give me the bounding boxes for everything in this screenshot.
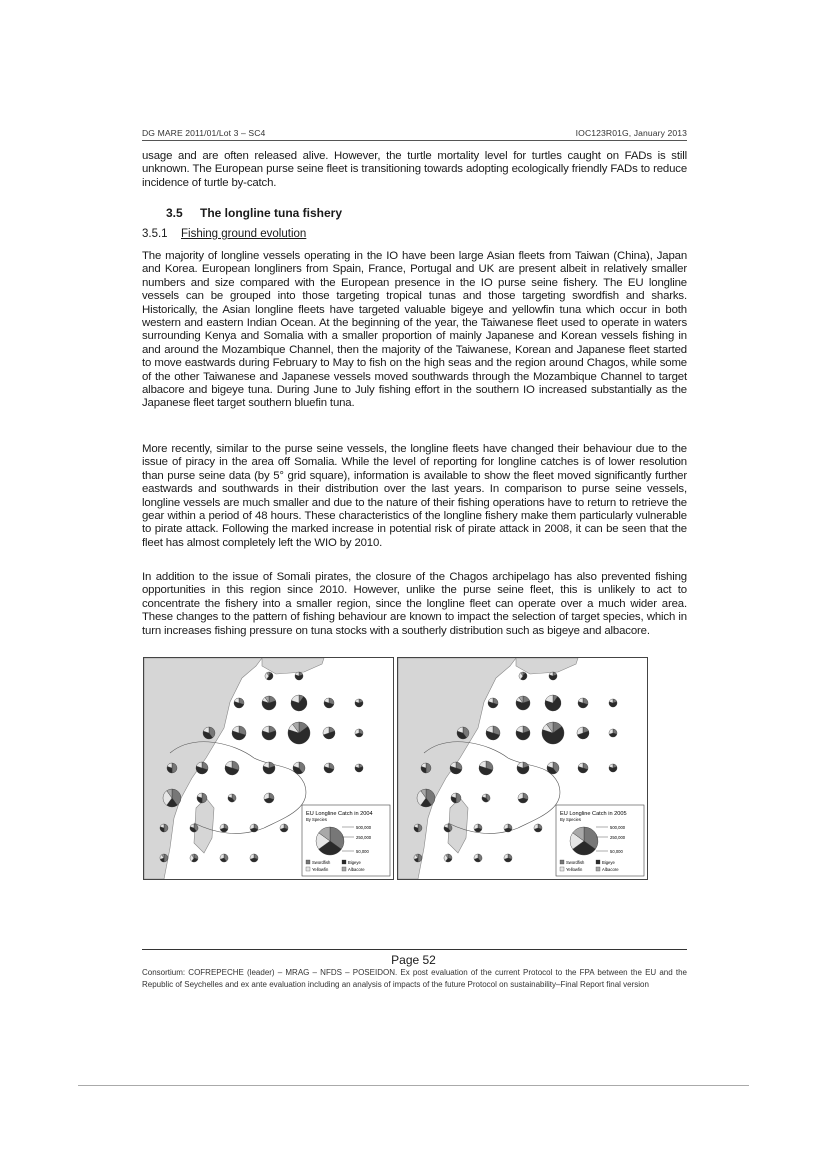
pie-marker	[190, 854, 198, 862]
intro-paragraph: usage and are often released alive. However, the turtle mortality level for turtles caught on FADs is still unknown. The European purse seine fleet is transitioning towards adopting ecologically friendly FADs to reduce incidence of turtle by-catch.	[142, 150, 687, 189]
pie-marker	[504, 854, 512, 862]
pie-marker	[479, 761, 493, 775]
legend-title: EU Longline Catch in 2005	[560, 811, 627, 817]
legend-albacore: Albacore	[602, 867, 619, 872]
pie-marker	[263, 762, 275, 774]
header-right: IOC123R01G, January 2013	[575, 128, 687, 138]
pie-marker	[417, 789, 435, 807]
pie-marker	[232, 726, 246, 740]
pie-marker	[220, 824, 228, 832]
pie-marker	[450, 762, 462, 774]
pie-marker	[542, 722, 564, 744]
pie-marker	[220, 854, 228, 862]
pie-marker	[488, 698, 498, 708]
pie-marker	[578, 698, 588, 708]
swatch-yellowfin	[560, 867, 564, 871]
footer-rule	[142, 949, 687, 950]
pie-marker	[414, 854, 422, 862]
swatch-albacore	[596, 867, 600, 871]
page-number: Page 52	[391, 953, 436, 967]
legend-swordfish: Swordfish	[312, 860, 331, 865]
pie-marker	[250, 854, 258, 862]
legend-bigeye: Bigeye	[602, 860, 615, 865]
pie-marker	[609, 729, 617, 737]
legend-pie-large	[316, 827, 344, 855]
pie-marker	[324, 698, 334, 708]
pie-marker	[293, 762, 305, 774]
pie-marker	[355, 729, 363, 737]
body-paragraph-3: In addition to the issue of Somali pirates, the closure of the Chagos archipelago has also prevented fishing opportunities in this region since 2010. However, unlike the purse seine fleet, this is unlikely to act to concentrate the fishery into a smaller region, since the longline fleet can operate over a much wider area. These changes to the pattern of fishing behaviour are known to impact the selection of target species, which in turn increases fishing pressure on tuna stocks with a southerly distribution such as bigeye and albacore.	[142, 571, 687, 637]
pie-marker	[203, 727, 215, 739]
scale-value-2: 250,000	[356, 835, 372, 840]
section-title: The longline tuna fishery	[200, 206, 343, 220]
pie-marker	[228, 794, 236, 802]
swatch-swordfish	[306, 860, 310, 864]
pie-marker	[549, 672, 557, 680]
pie-marker	[457, 727, 469, 739]
pie-marker	[288, 722, 310, 744]
catch-map-2005	[397, 657, 648, 880]
swatch-yellowfin	[306, 867, 310, 871]
pie-marker	[518, 793, 528, 803]
legend-yellowfin: Yellowfin	[566, 867, 583, 872]
pie-marker	[504, 824, 512, 832]
legend-pie-large	[570, 827, 598, 855]
pie-marker	[609, 699, 617, 707]
pie-marker	[516, 726, 530, 740]
subsection-title: Fishing ground evolution	[181, 228, 307, 240]
footer-text: Consortium: COFREPECHE (leader) – MRAG – NFDS – POSEIDON. Ex post evaluation of the current Protocol to the FPA between the EU and the Republic of Seychelles and ex ante evaluation including an analysis of impacts of the future Protocol on sustainability–Final Report final version	[142, 968, 687, 989]
pie-marker	[167, 763, 177, 773]
legend-subtitle: By Species	[560, 817, 581, 822]
legend-bigeye: Bigeye	[348, 860, 361, 865]
scale-value-1: 500,000	[356, 825, 372, 830]
legend-title: EU Longline Catch in 2004	[306, 811, 373, 817]
pie-marker	[197, 793, 207, 803]
pie-marker	[577, 727, 589, 739]
legend-swordfish: Swordfish	[566, 860, 585, 865]
legend-subtitle: By Species	[306, 817, 327, 822]
pie-marker	[262, 696, 276, 710]
pie-marker	[262, 726, 276, 740]
pie-marker	[295, 672, 303, 680]
swatch-albacore	[342, 867, 346, 871]
pie-marker	[324, 763, 334, 773]
pie-marker	[474, 854, 482, 862]
pie-marker	[225, 761, 239, 775]
pie-marker	[190, 824, 198, 832]
pie-marker	[482, 794, 490, 802]
swatch-bigeye	[342, 860, 346, 864]
pie-marker	[545, 695, 561, 711]
pie-marker	[547, 762, 559, 774]
subsection-heading	[142, 228, 306, 240]
pie-marker	[323, 727, 335, 739]
body-paragraph-2: More recently, similar to the purse seine vessels, the longline fleets have changed their behaviour due to the issue of piracy in the area off Somalia. While the level of reporting for longline catches is of lower resolution than purse seine data (by 5° grid square), information is available to show the fleet moved significantly further eastwards and southwards in their distribution over the last years. In comparison to purse seine vessels, longline vessels are much smaller and due to the nature of their fishing operations have to return to retrieve the gear within a period of 48 hours. These characteristics of the longline fishery make them particularly vulnerable to pirate attack. Following the marked increase in potential risk of pirate attack in 2008, it can be seen that the fleet has almost completely left the WIO by 2010.	[142, 443, 687, 549]
pie-marker	[414, 824, 422, 832]
arabia-landmass	[262, 658, 324, 674]
pie-marker	[355, 699, 363, 707]
header-left: DG MARE 2011/01/Lot 3 – SC4	[142, 128, 266, 138]
legend-yellowfin: Yellowfin	[312, 867, 329, 872]
scale-value-1: 500,000	[610, 825, 626, 830]
pie-marker	[264, 793, 274, 803]
pie-marker	[578, 763, 588, 773]
swatch-swordfish	[560, 860, 564, 864]
pie-marker	[444, 854, 452, 862]
pie-marker	[517, 762, 529, 774]
pie-marker	[519, 672, 527, 680]
pie-marker	[250, 824, 258, 832]
pie-marker	[609, 764, 617, 772]
scale-value-3: 50,000	[356, 849, 369, 854]
header-rule	[142, 140, 687, 141]
pie-marker	[421, 763, 431, 773]
scale-value-3: 50,000	[610, 849, 623, 854]
pie-marker	[486, 726, 500, 740]
section-heading	[166, 206, 342, 220]
pie-marker	[280, 824, 288, 832]
pie-marker	[355, 764, 363, 772]
swatch-bigeye	[596, 860, 600, 864]
section-number: 3.5	[166, 206, 183, 220]
pie-marker	[444, 824, 452, 832]
pie-marker	[451, 793, 461, 803]
pie-marker	[291, 695, 307, 711]
pie-marker	[163, 789, 181, 807]
body-paragraph-1: The majority of longline vessels operating in the IO have been large Asian fleets from Taiwan (China), Japan and Korea. European longliners from Spain, France, Portugal and UK are present albeit in relatively smaller numbers and size compared with the European presence in the IO purse seine fishery. The EU longline vessels can be grouped into those targeting tropical tunas and those targeting swordfish and sharks. Historically, the Asian longline fleets have targeted valuable bigeye and yellowfin tuna which occur in both western and eastern Indian Ocean. At the beginning of the year, the Taiwanese fleet used to operate in waters surrounding Kenya and Somalia with a smaller proportion of mainly Japanese and Korean vessels fishing in and around the Mozambique Channel, then the majority of the Taiwanese, Korean and Japanese fleet started to move eastwards during February to May to fish on the high seas and the region around Chagos, while some of the other Taiwanese and Japanese vessels moved southwards through the Mozambique Channel to target albacore and bigeye tuna. During June to July fishing effort in the southern IO increased substantially as the Japanese fleet target southern bluefin tuna.	[142, 250, 687, 410]
page-bottom-rule	[78, 1085, 749, 1086]
legend-albacore: Albacore	[348, 867, 365, 872]
pie-marker	[234, 698, 244, 708]
page-header	[142, 128, 687, 138]
pie-marker	[474, 824, 482, 832]
pie-marker	[534, 824, 542, 832]
catch-map-2004	[143, 657, 394, 880]
pie-marker	[265, 672, 273, 680]
pie-marker	[196, 762, 208, 774]
pie-marker	[160, 824, 168, 832]
arabia-landmass	[516, 658, 578, 674]
pie-marker	[160, 854, 168, 862]
pie-marker	[516, 696, 530, 710]
scale-value-2: 250,000	[610, 835, 626, 840]
subsection-number: 3.5.1	[142, 228, 168, 240]
